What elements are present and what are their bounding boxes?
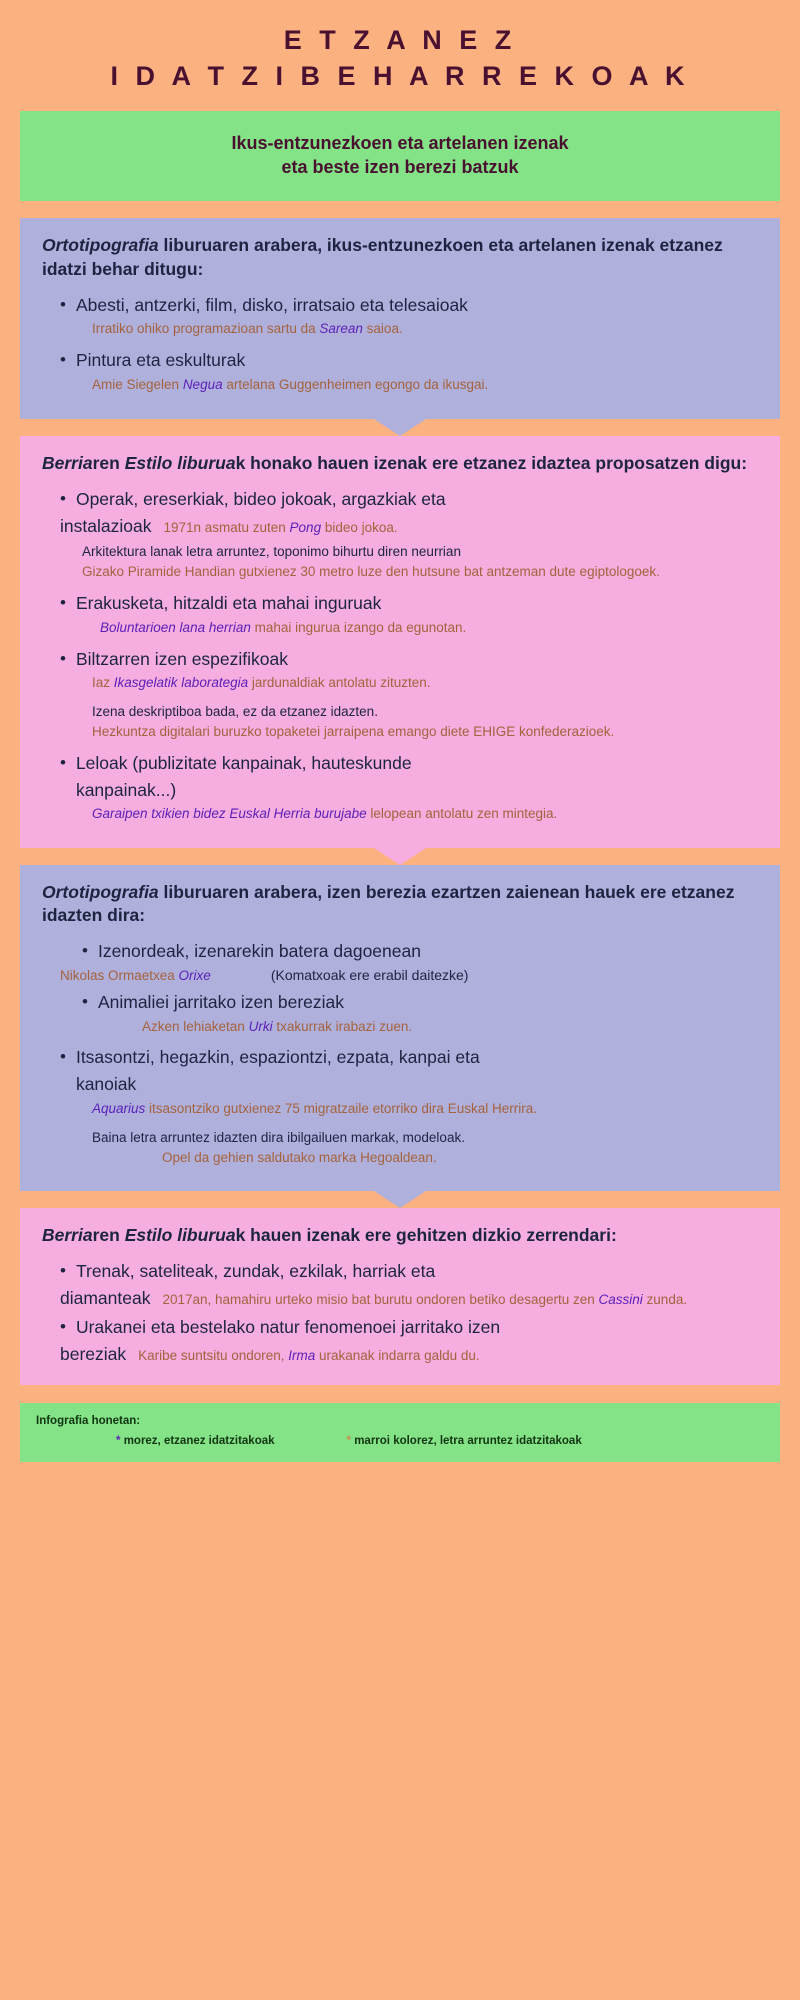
- example-post: bideo jokoa.: [321, 519, 398, 535]
- example-italic-term: Urki: [248, 1018, 273, 1034]
- panel-berria-estilo-liburua-1: [20, 436, 780, 848]
- example-post: artelana Guggenheimen egongo da ikusgai.: [222, 376, 489, 392]
- panel4-heading-rest-b: k hauen izenak ere gehitzen dizkio zerrendari:: [235, 1225, 617, 1246]
- asterisk-icon: *: [346, 1434, 351, 1447]
- list-item-label: Operak, ereserkiak, bideo jokoak, argazkiak eta: [75, 488, 446, 509]
- bullet-icon: •: [82, 941, 88, 961]
- panel2-heading-italic-b: Estilo liburua: [124, 452, 236, 473]
- list-item-label: Erakusketa, hitzaldi eta mahai inguruak: [75, 593, 382, 613]
- panel4-heading-italic-a: Berria: [42, 1225, 93, 1246]
- panel4-heading-italic-b: Estilo liburua: [124, 1225, 236, 1246]
- panel4-heading: [42, 1224, 758, 1247]
- example-sentence: [138, 1347, 479, 1365]
- legend-item-purple: [116, 1433, 275, 1450]
- page-title-line-2: I D A T Z I B E H A R R E K O A K: [110, 61, 690, 92]
- panel1-heading-italic: Ortotipografia: [42, 235, 159, 256]
- bullet-icon: •: [60, 488, 66, 508]
- bullet-icon: •: [82, 991, 88, 1011]
- panel3-heading: [42, 881, 758, 927]
- page-title: [20, 0, 780, 111]
- example-sentence: [92, 1100, 758, 1118]
- bullet-icon: •: [60, 1047, 66, 1067]
- example-pre: Amie Siegelen: [92, 376, 183, 392]
- list-item-label-2: instalazioak: [60, 515, 152, 536]
- list-item-label: Animaliei jarritako izen bereziak: [97, 991, 345, 1012]
- example-pre: Nikolas Ormaetxea: [60, 968, 179, 983]
- panel2-heading-rest-a: ren: [92, 452, 125, 473]
- legend-item-brown: [347, 1433, 582, 1450]
- list-item: [60, 488, 758, 511]
- legend-footer: [20, 1403, 780, 1462]
- list-item-continuation: [60, 1287, 758, 1310]
- example-pre: Irratiko ohiko programazioan sartu da: [92, 321, 320, 337]
- parenthetical-note: (Komatxoak ere erabil daitezke): [270, 967, 469, 983]
- legend-items: [116, 1433, 764, 1450]
- list-item: [60, 349, 758, 372]
- example-pre: 1971n asmatu zuten: [163, 519, 290, 535]
- example-italic-term: Cassini: [598, 1292, 643, 1308]
- example-post: jardunaldiak antolatu zituzten.: [248, 675, 431, 691]
- example-pre: 2017an, hamahiru urteko misio bat burutu ondoren betiko desagertu zen: [162, 1292, 599, 1308]
- example-pre: Azken lehiaketan: [142, 1018, 249, 1034]
- list-item: [60, 752, 758, 775]
- panel2-heading-italic-a: Berria: [42, 452, 93, 473]
- list-item: [60, 294, 758, 317]
- list-item-label: Pintura eta eskulturak: [75, 350, 246, 371]
- example-post: urakanak indarra galdu du.: [315, 1347, 480, 1363]
- list-item-label-2: diamanteak: [60, 1288, 151, 1309]
- legend-title: Infografia honetan:: [36, 1415, 141, 1428]
- list-item-label-2: kanpainak...): [75, 779, 177, 800]
- list-item-label-2: bereziak: [60, 1343, 127, 1364]
- list-item-label: Trenak, sateliteak, zundak, ezkilak, harriak eta: [75, 1261, 436, 1282]
- example-sentence: [100, 619, 758, 637]
- page-title-line-1: E T Z A N E Z: [283, 25, 517, 55]
- example-italic-term: Negua: [182, 376, 223, 392]
- panel-ortotipografia-izen-berezia: [20, 865, 780, 1191]
- example-pre: Iaz: [92, 675, 114, 691]
- bullet-icon: •: [60, 1316, 66, 1336]
- connector-notch-down: [374, 419, 426, 436]
- bullet-icon: •: [60, 1261, 66, 1281]
- example-sentence: [162, 1291, 687, 1309]
- example-post: itsasontziko gutxienez 75 migratzaile etorriko dira Euskal Herrira.: [145, 1100, 537, 1116]
- example-pre: Karibe suntsitu ondoren,: [138, 1347, 289, 1363]
- example-italic-term: Boluntarioen lana herrian: [100, 619, 251, 635]
- panel3-heading-rest: liburuaren arabera, izen berezia ezartzen zaienean hauek ere etzanez idazten dira:: [42, 882, 735, 926]
- list-item: [60, 1260, 758, 1283]
- panel4-heading-rest-a: ren: [92, 1225, 125, 1246]
- bullet-icon: •: [60, 593, 66, 612]
- connector-notch-down: [374, 848, 426, 865]
- example-post: saioa.: [362, 321, 403, 337]
- example-italic-term: Orixe: [178, 968, 211, 983]
- list-item: [60, 592, 758, 615]
- list-item-label-2: kanoiak: [75, 1074, 137, 1095]
- list-item-label: Urakanei eta bestelako natur fenomenoei jarritako izen: [75, 1316, 501, 1337]
- list-item-label: Leloak (publizitate kanpainak, hauteskunde: [75, 752, 412, 773]
- connector-notch-down: [374, 1191, 426, 1208]
- list-item-label: Itsasontzi, hegazkin, espaziontzi, ezpata, kanpai eta: [75, 1047, 480, 1068]
- example-row: [60, 967, 758, 985]
- example-sentence: [92, 674, 758, 692]
- example-italic-term: Ikasgelatik laborategia: [113, 675, 249, 691]
- example-sentence: Opel da gehien saldutako marka Hegoaldean.: [162, 1149, 437, 1165]
- bullet-icon: •: [60, 752, 66, 772]
- example-italic-term: Pong: [289, 519, 322, 535]
- example-sentence: Gizako Piramide Handian gutxienez 30 metro luze den hutsune bat antzeman dute egiptologoek.: [82, 564, 660, 580]
- example-sentence: [60, 967, 211, 985]
- panel3-heading-italic: Ortotipografia: [42, 882, 159, 903]
- list-item-continuation: [60, 1073, 758, 1096]
- list-item: [82, 940, 758, 963]
- example-sentence: [142, 1018, 758, 1036]
- example-italic-term: Sarean: [319, 321, 363, 337]
- list-item-label: Biltzarren izen espezifikoak: [75, 648, 288, 669]
- example-sentence: [163, 519, 397, 537]
- rule-note: Izena deskriptiboa bada, ez da etzanez idazten.: [92, 704, 378, 720]
- panel-ortotipografia-audiovisual: [20, 218, 780, 418]
- panel2-heading-rest-b: k honako hauen izenak ere etzanez idaztea proposatzen digu:: [235, 452, 748, 473]
- example-italic-term: Garaipen txikien bidez Euskal Herria burujabe: [92, 806, 367, 822]
- list-item-continuation: [60, 779, 758, 802]
- example-post: mahai ingurua izango da egunotan.: [250, 619, 467, 635]
- rule-note: Baina letra arruntez idazten dira ibilgailuen markak, modeloak.: [92, 1129, 465, 1145]
- panel1-heading-rest: liburuaren arabera, ikus-entzunezkoen eta artelanen izenak etzanez idatzi behar ditugu:: [42, 235, 723, 279]
- list-item-label: Izenordeak, izenarekin batera dagoenean: [97, 941, 421, 962]
- example-sentence: Hezkuntza digitalari buruzko topaketei jarraipena emango diete EHIGE konfederazioek.: [92, 723, 615, 739]
- example-italic-term: Irma: [288, 1347, 316, 1363]
- panel-berria-estilo-liburua-2: [20, 1208, 780, 1385]
- example-post: zunda.: [642, 1292, 688, 1308]
- list-item-continuation: [60, 1343, 758, 1366]
- bullet-icon: •: [60, 350, 66, 370]
- list-item-continuation: [60, 515, 758, 538]
- example-post: txakurrak irabazi zuen.: [272, 1018, 413, 1034]
- list-item: [60, 1316, 758, 1339]
- list-item-label: Abesti, antzerki, film, disko, irratsaio eta telesaioak: [75, 294, 468, 315]
- list-item: [60, 648, 758, 671]
- bullet-icon: •: [60, 648, 66, 668]
- panel2-heading: [42, 452, 758, 475]
- subtitle-line-1: Ikus-entzunezkoen eta artelanen izenak: [231, 132, 569, 153]
- list-item: [82, 991, 758, 1014]
- panel1-heading: [42, 234, 758, 280]
- legend-item-brown-label: marroi kolorez, letra arruntez idatzitakoak: [354, 1434, 582, 1447]
- subtitle-line-2: eta beste izen berezi batzuk: [281, 157, 519, 178]
- list-item: [60, 1046, 758, 1069]
- example-sentence: [92, 376, 758, 394]
- asterisk-icon: *: [116, 1434, 121, 1447]
- bullet-icon: •: [60, 294, 66, 314]
- rule-note: Arkitektura lanak letra arruntez, toponimo bihurtu diren neurrian: [82, 544, 461, 560]
- legend-item-purple-label: morez, etzanez idatzitakoak: [123, 1434, 275, 1447]
- subtitle-banner: [20, 111, 780, 202]
- example-sentence: [92, 320, 758, 338]
- example-italic-term: Aquarius: [92, 1100, 146, 1116]
- example-sentence: [92, 805, 758, 823]
- example-post: lelopean antolatu zen mintegia.: [366, 806, 558, 822]
